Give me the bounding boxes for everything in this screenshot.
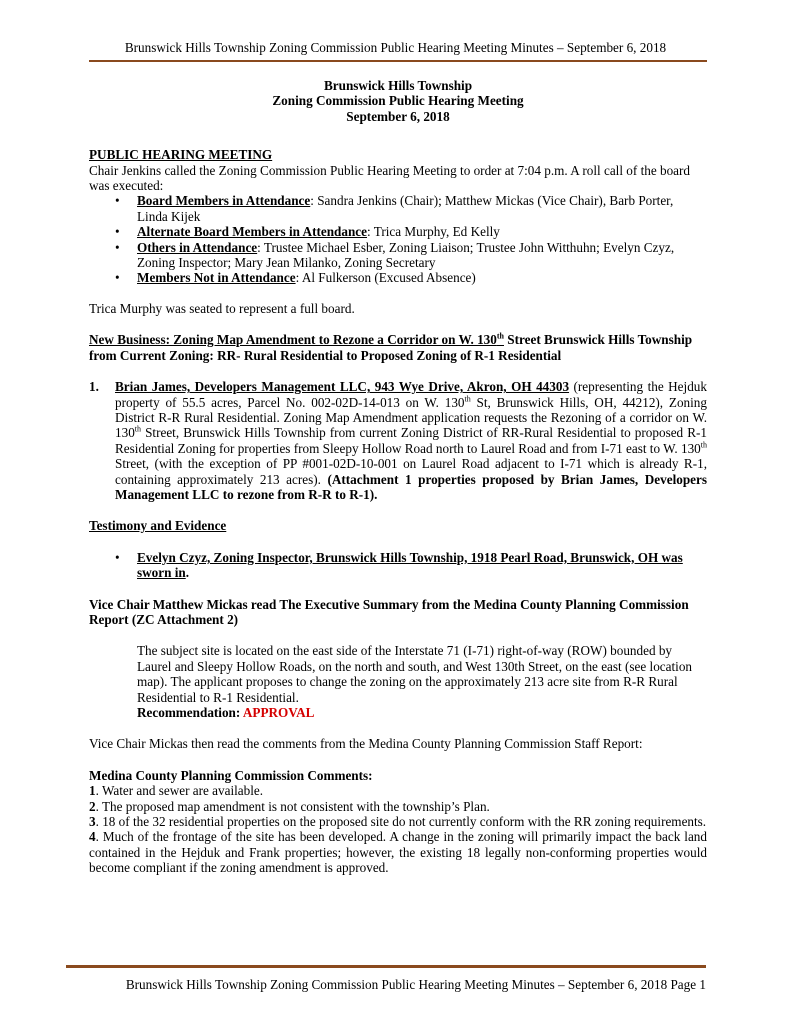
footer-rule	[66, 965, 706, 968]
testimony-list	[89, 550, 707, 581]
comments-heading: Medina County Planning Commission Comments:	[89, 767, 373, 783]
comment-item: 3. 18 of the 32 residential properties on the proposed site do not currently conform with the RR zoning requirements.	[89, 814, 707, 830]
testimony-item: • Evelyn Czyz, Zoning Inspector, Brunswick Hills Township, 1918 Pearl Road, Brunswick, OH was sworn in.	[115, 549, 683, 581]
public-hearing-intro: Chair Jenkins called the Zoning Commission Public Hearing Meeting to order at 7:04 p.m. A roll call of the board was executed:	[89, 162, 691, 194]
testimony-heading: Testimony and Evidence	[89, 518, 227, 534]
document-title	[89, 78, 707, 124]
running-footer: Brunswick Hills Township Zoning Commission Public Hearing Meeting Minutes – September 6, 2018 Page 1	[125, 977, 706, 992]
staff-report-intro: Vice Chair Mickas then read the comments from the Medina County Planning Commission Staff Report:	[89, 736, 643, 752]
attendance-item: • Others in Attendance: Trustee Michael Esber, Zoning Liaison; Trustee John Witthuhn; Evelyn Czyz, Zoning Inspector; Mary Jean Milanko, Zoning Secretary	[115, 239, 675, 271]
public-hearing-heading: PUBLIC HEARING MEETING	[89, 147, 273, 163]
new-business-heading: New Business: Zoning Map Amendment to Rezone a Corridor on W. 130th Street Brunswick Hills Township from Current Zoning: RR- Rural Residential to Proposed Zoning of R-1 Residential	[89, 331, 693, 363]
comment-item: 2. The proposed map amendment is not consistent with the township’s Plan.	[89, 798, 490, 814]
exec-summary-heading: Vice Chair Matthew Mickas read The Executive Summary from the Medina County Planning Commission Report (ZC Attachment 2)	[89, 596, 689, 627]
attendance-item: • Alternate Board Members in Attendance: Trica Murphy, Ed Kelly	[115, 224, 500, 240]
recommendation: Recommendation: APPROVAL	[137, 705, 315, 720]
attendance-list	[89, 193, 707, 285]
title-line-2: Zoning Commission Public Hearing Meeting	[272, 93, 524, 109]
attendance-item: • Members Not in Attendance: Al Fulkerson (Excused Absence)	[115, 270, 476, 286]
running-header: Brunswick Hills Township Zoning Commission Public Hearing Meeting Minutes – September 6, 2018	[124, 40, 667, 55]
agenda-item-1: 1. Brian James, Developers Management LLC, 943 Wye Drive, Akron, OH 44303 (representing the Hejduk property of 55.5 acres, Parcel No. 002-02D-14-013 on W. 130th St, Brunswick Hills, OH, 44212), Zoning District R-R Rural Residential. Zoning Map Amendment application requests the Rezoning of a corridor on W. 130th Street, Brunswick Hills Township from current Zoning District of RR-Rural Residential to proposed R-1 Residential Zoning for properties from Sleepy Hollow Road north to Laurel Road and from I-71 east to W. 130th Street, (with the exception of PP #001-02D-10-001 on Laurel Road adjacent to I-71 which is already R-1, containing approximately 213 acres). (Attachment 1 properties proposed by Brian James, Developers Management LLC to rezone from R-R to R-1).	[89, 379, 707, 502]
comment-item: 4. Much of the frontage of the site has been developed. A change in the zoning will primarily impact the back land contained in the Hejduk and Frank properties; however, the existing 18 legally non-conforming properties would become compliant if the zoning amendment is approved.	[89, 829, 707, 876]
title-line-1: Brunswick Hills Township	[323, 78, 473, 93]
recommendation-value: APPROVAL	[242, 705, 315, 720]
agenda-list	[89, 379, 707, 502]
exec-summary-body: The subject site is located on the east side of the Interstate 71 (I-71) right-of-way (ROW) bounded by Laurel and Sleepy Hollow Roads, on the north and south, and West 130th Street, on the east (see location map). The applicant proposes to change the zoning on the approximately 213 acre site from R-R Rural Residential to R-1 Residential. Recommendation: APPROVAL	[89, 643, 707, 720]
document-body	[89, 78, 707, 876]
header-rule	[89, 60, 707, 62]
attendance-item: • Board Members in Attendance: Sandra Jenkins (Chair); Matthew Mickas (Vice Chair), Barb Porter, Linda Kijek	[115, 193, 674, 224]
seated-statement: Trica Murphy was seated to represent a full board.	[89, 300, 355, 316]
comment-item: 1. Water and sewer are available.	[89, 783, 264, 799]
title-line-3: September 6, 2018	[346, 108, 450, 124]
comments-list	[89, 783, 707, 875]
